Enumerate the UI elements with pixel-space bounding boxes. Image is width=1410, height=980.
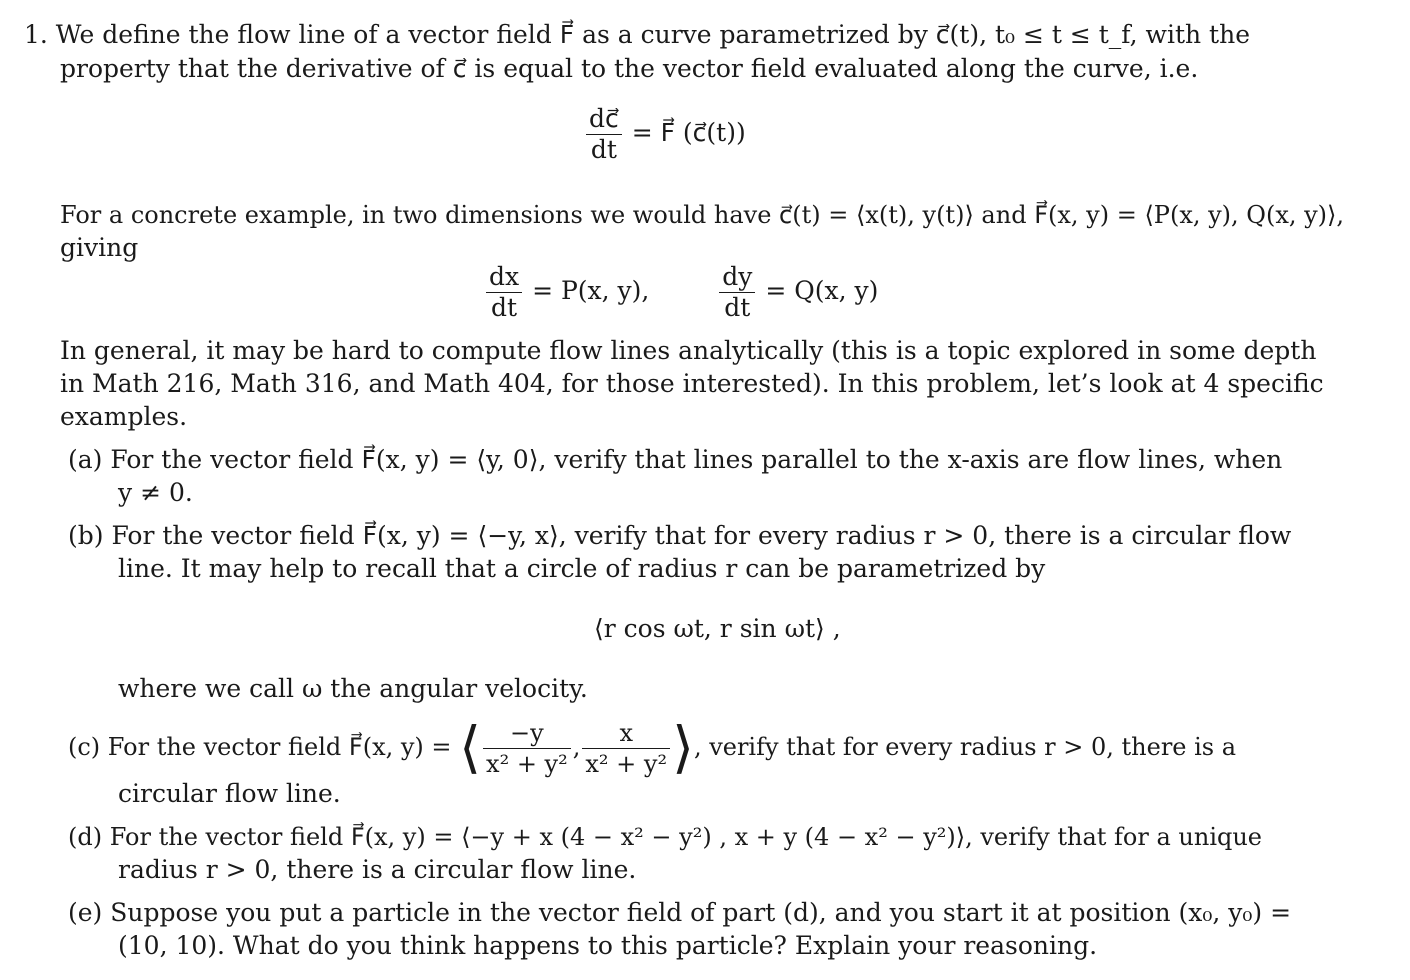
part-c-line-1 [68,712,1236,782]
fraction-denominator: dt [486,292,522,323]
fraction-denominator: dt [586,134,622,165]
example-line-2: giving [60,233,139,262]
general-line-1: In general, it may be hard to compute flow lines analytically (this is a topic explored in some depth [60,336,1317,365]
part-a-line-1: (a) For the vector field F⃗(x, y) = ⟨y, 0⟩, verify that lines parallel to the x-axis are flow lines, when [68,445,1283,474]
c-first-component [483,718,571,779]
part-b-line-3: where we call ω the angular velocity. [118,674,588,703]
component-equations [484,262,878,323]
part-c-line-2: circular flow line. [118,779,341,808]
circle-parametrization: ⟨r cos ωt, r sin ωt⟩ , [594,614,841,643]
problem-line-1: 1. We define the flow line of a vector field F⃗ as a curve parametrized by c⃗(t), t₀ ≤ t ≤ t_f, with the [24,20,1250,49]
part-d-line-2: radius r > 0, there is a circular flow line. [118,855,637,884]
fraction-numerator: −y [510,719,544,747]
part-e-line-2: (10, 10). What do you think happens to this particle? Explain your reasoning. [118,931,1098,960]
part-e-line-1: (e) Suppose you put a particle in the vector field of part (d), and you start it at position (x₀, y₀) = [68,898,1292,927]
example-line-1: For a concrete example, in two dimensions we would have c⃗(t) = ⟨x(t), y(t)⟩ and F⃗(x, y) = ⟨P(x, y), Q(x, y)⟩, [60,201,1345,229]
equation-rhs-q: = Q(x, y) [765,276,879,305]
fraction-numerator: dc⃗ [589,104,619,133]
part-b-line-1: (b) For the vector field F⃗(x, y) = ⟨−y, x⟩, verify that for every radius r > 0, there is a circular flow [68,521,1292,550]
fraction-numerator: dx [489,262,520,291]
problem-line-2: property that the derivative of c⃗ is equal to the vector field evaluated along the curve, i.e. [60,54,1199,83]
general-line-2: in Math 216, Math 316, and Math 404, for those interested). In this problem, let’s look at 4 specific [60,369,1324,398]
part-d-line-1: (d) For the vector field F⃗(x, y) = ⟨−y + x (4 − x² − y²) , x + y (4 − x² − y²)⟩, verify that for a unique [68,823,1263,851]
part-a-line-2: y ≠ 0. [118,478,193,507]
dc-dt-fraction [586,104,622,165]
left-angle-bracket: ⟨ [459,715,482,781]
right-angle-bracket: ⟩ [672,715,694,781]
flow-line-equation [584,104,746,165]
part-c-suffix: , verify that for every radius r > 0, there is a [693,733,1237,761]
part-c-prefix: (c) For the vector field F⃗(x, y) = [68,733,452,761]
part-b-line-2: line. It may help to recall that a circle of radius r can be parametrized by [118,554,1046,583]
fraction-denominator: x² + y² [483,748,571,779]
fraction-numerator: x [619,719,633,747]
fraction-denominator: x² + y² [582,748,670,779]
comma: , [572,733,581,761]
fraction-numerator: dy [722,262,753,291]
dy-dt-fraction [719,262,755,323]
general-line-3: examples. [60,402,188,431]
fraction-denominator: dt [719,292,755,323]
equation-rhs: = F⃗ (c⃗(t)) [631,118,746,147]
equation-rhs-p: = P(x, y), [532,276,650,305]
c-second-component [582,718,670,779]
dx-dt-fraction [486,262,522,323]
